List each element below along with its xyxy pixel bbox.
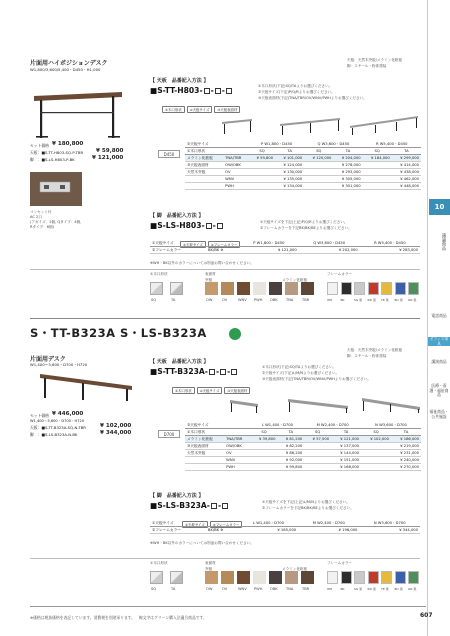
frame-color-swatch	[354, 571, 365, 584]
set-row2-label: 脚 ：■S-LS-H803-P-BK	[30, 157, 75, 162]
swatch-label: BK	[340, 587, 345, 591]
surface-swatch	[285, 571, 298, 584]
divider	[30, 318, 420, 319]
swatch-label: OBK	[270, 587, 278, 591]
frame-color-swatch	[327, 282, 338, 295]
surface-swatch	[221, 571, 234, 584]
swatch-label: WNV	[238, 298, 247, 302]
edge: SQ	[363, 148, 392, 155]
frame-color-swatch	[341, 571, 352, 584]
swatch-header: フレームカラー	[327, 272, 353, 276]
table-row: メラミン化粧板 TNA/TBR ¥ 39,800 ¥ 81,200 ¥ 57,500 ¥ 121,000 ¥ 102,000 ¥ 186,000	[187, 437, 419, 441]
side-menu-item[interactable]: 医療・看護・福祉商品	[429, 383, 449, 398]
material-note: 脚：スチール・粉体塗装	[347, 64, 387, 68]
frame-color-swatch	[354, 282, 365, 295]
edge-shape-swatch	[150, 282, 163, 295]
side-menu-item[interactable]: 電話商品	[431, 313, 447, 318]
table-row: ②フレームカラー BK/BK ※ ¥ 121,000 ¥ 202,000 ¥ 283,000	[152, 248, 418, 252]
top-order-heading: 【 天板 品番記入方法 】	[150, 359, 209, 365]
edge: SQ	[304, 148, 333, 155]
surface-swatch	[301, 571, 314, 584]
top-order-note: ①木口形状(下記)SQ/TAよりお選びください。	[258, 84, 333, 88]
swatch-label: WH	[327, 587, 333, 591]
frame-color-swatch	[408, 282, 419, 295]
material-note: 天板：天然木突板/メラミン化粧板	[347, 58, 403, 62]
set-price: ¥ 180,800	[52, 141, 84, 147]
table-row: 天然木突板 OV ¥ 86,200 ¥ 144,000 ¥ 231,000	[187, 451, 419, 455]
swatch-header: ①木口形状	[150, 561, 168, 565]
swatch-label: TA	[171, 298, 176, 302]
section2-size: W1,400～3,600・D700・H720	[30, 362, 88, 367]
divider	[30, 269, 420, 270]
leg-product-code: ■S-LS-H803- -	[150, 221, 224, 230]
outlet-image	[30, 172, 82, 206]
swatch-label: YE 黒	[381, 298, 389, 302]
swatch-label: TNA	[286, 298, 294, 302]
table-row: ③天板表面材 OW/OBK ¥ 82,200 ¥ 137,000 ¥ 219,000	[187, 444, 419, 448]
material-note: 脚：スチール・粉体塗装	[347, 354, 387, 358]
top-price-table: ②天板サイズ L W1,400・D700 M W2,400・D700 N W3,600・D700 ①木口形状 SQ TA SQ TA SQ TA メラミン化粧板 TNA/TBR ¥ 39,800 ¥ 81,200 ¥ 57,500 ¥ 121,000 ¥ 102,000 ¥ 186,000 ③天板表面材 OW/OBK ¥ 82,200 ¥ 137,000 ¥ 219,000 天然木突板 OV ¥ 86,200 ¥ 144,000 ¥ 231,000 WNV ¥ 92,000 ¥ 151,000 ¥ 240,000 PWH ¥ 99,800 ¥ 168,000 ¥ 270,000	[187, 423, 419, 469]
surface-swatch	[237, 282, 250, 295]
surface-swatch	[221, 282, 234, 295]
swatch-label: OV	[222, 298, 228, 302]
tag: ①天板サイズ	[180, 241, 206, 248]
swatch-header: メラミン化粧板	[282, 278, 308, 282]
tag: ③天板表面材	[214, 106, 240, 113]
table-row: メラミン化粧板 TNA/TBR ¥ 59,800 ¥ 101,000 ¥ 120,000 ¥ 204,000 ¥ 184,000 ¥ 299,000	[187, 156, 419, 160]
swatch-label: OBK	[270, 298, 278, 302]
section2-subtitle: 片面用デスク	[30, 356, 66, 363]
table-row: ③天板表面材 OW/OBK ¥ 124,000 ¥ 278,000 ¥ 414,000	[187, 163, 419, 167]
swatch-label: RD 黒	[367, 298, 376, 302]
surface-swatch	[237, 571, 250, 584]
surface-swatch	[285, 282, 298, 295]
swatch-header: メラミン化粧板	[282, 567, 308, 571]
surface-swatch	[301, 282, 314, 295]
swatch-label: BU 黒	[394, 298, 403, 302]
swatch-label: SQ	[151, 298, 157, 302]
section1-desk-image	[30, 84, 126, 140]
leg-order-note: ②フレームカラーを下記BK/BK/BEよりお選びください。	[262, 506, 354, 510]
swatch-label: WH	[327, 298, 333, 302]
edge: SQ	[249, 148, 275, 155]
swatch-label: RD 黒	[367, 587, 376, 591]
set-row1-price: ¥ 102,000	[100, 423, 132, 429]
side-menu-item[interactable]: オフィス家具	[429, 336, 449, 346]
tag: ②フレームカラー	[210, 521, 243, 528]
tag: ③天板表面材	[224, 387, 250, 394]
leg-order-note: ①天板サイズを下記(上記)P/Q/Rよりお選びください。	[260, 220, 348, 224]
swatch-label: SQ	[151, 587, 157, 591]
tag: ②天板サイズ	[187, 106, 213, 113]
side-tab-label: 議論商品	[441, 233, 446, 251]
footnote: ※WH・BK以外のカラーについては別途お問い合わせください。	[150, 541, 254, 545]
side-menu-item[interactable]: 福祉商品・公共施設	[429, 409, 449, 419]
size-header: R W5,400・D450	[363, 141, 421, 148]
swatch-label: BU 黒	[394, 587, 403, 591]
swatch-label: TBR	[302, 298, 310, 302]
set-price-label: セット価格	[30, 143, 49, 148]
table-row: PWH ¥ 99,800 ¥ 168,000 ¥ 270,000	[185, 464, 421, 471]
surface-swatch	[205, 571, 218, 584]
green-cert-icon	[229, 328, 241, 340]
tag: ①木口形状	[172, 387, 195, 394]
set-size: W1,400～3,600・D700・H720	[30, 419, 85, 423]
swatch-label: GR 黒	[408, 298, 417, 302]
table-row: PWH ¥ 134,000 ¥ 301,000 ¥ 448,000	[185, 183, 421, 190]
table-row: ②フレームカラー BK/BK ※ ¥ 165,000 ¥ 196,000 ¥ 344,000	[152, 528, 418, 532]
section2-desk-image	[36, 368, 136, 402]
edge-label: ①木口形状	[185, 148, 223, 155]
leg-price-table: ①天板サイズ L W1,400・D700 M W2,400・D700 N W3,600・D700 ②フレームカラー BK/BK ※ ¥ 165,000 ¥ 196,000 ¥ 344,000	[152, 521, 418, 532]
swatch-label: PWH	[254, 587, 263, 591]
frame-color-swatch	[341, 282, 352, 295]
set-price-label: セット価格	[30, 413, 49, 418]
surface-swatch	[205, 282, 218, 295]
top-product-code: ■S-TT-H803- - -	[150, 86, 233, 95]
outlet-note: AC 2口	[30, 215, 42, 219]
set-row2-label: 脚 ：■S-LS-B323A-N-BK	[30, 432, 78, 437]
set-row2-price: ¥ 344,000	[100, 430, 132, 436]
swatch-label: OV	[222, 587, 228, 591]
swatch-header: フレームカラー	[327, 561, 353, 565]
footnote: ※WH・BK以外のカラーについては別途お問い合わせください。	[150, 261, 254, 265]
outlet-note: (アガイズ：2個, Qタイプ：4個,	[30, 220, 82, 224]
set-price: ¥ 446,000	[52, 411, 84, 417]
divider	[30, 606, 426, 607]
surface-swatch	[269, 282, 282, 295]
section2-title: S・TT-B323A S・LS-B323A	[30, 326, 207, 340]
table-row: WNV ¥ 135,000 ¥ 305,000 ¥ 462,000	[185, 176, 421, 183]
side-menu-item[interactable]: 講演商品	[431, 359, 447, 364]
surface-swatch	[253, 571, 266, 584]
top-size-illustrations	[228, 394, 422, 414]
set-row2-price: ¥ 121,000	[92, 155, 124, 161]
top-order-heading: 【 天板 品番記入方法 】	[150, 78, 209, 84]
edge-shape-swatch	[150, 571, 163, 584]
leg-price-table: ①天板サイズ P W1,800・D450 Q W3,600・D450 R W5,400・D450 ②フレームカラー BK/BK ※ ¥ 121,000 ¥ 202,000 ¥ 283,000	[152, 241, 418, 252]
table-row: WNV ¥ 92,000 ¥ 151,000 ¥ 240,000	[185, 457, 421, 464]
frame-color-swatch	[327, 571, 338, 584]
page-number: 607	[420, 612, 433, 619]
size-header: P W1,800・D450	[249, 141, 304, 148]
top-order-note: ③天板表面材(下記)TNA/TBR/OV/WNV/PWHよりお選びください。	[258, 96, 367, 100]
swatch-header: ①木口形状	[150, 272, 168, 276]
top-price-table	[185, 141, 421, 190]
footer-note: ※価格は税抜価格を表記しています。消費税を別途承ります。 線文字はグリーン購入法適合商品です。	[30, 615, 207, 620]
leg-product-code: ■S-LS-B323A- -	[150, 501, 229, 510]
swatch-header: 表面材	[205, 272, 216, 276]
depth-box: D450	[158, 150, 180, 158]
frame-color-swatch	[395, 282, 406, 295]
size-label: ②天板サイズ	[185, 141, 223, 148]
leg-order-heading: 【 脚 品番記入方法 】	[150, 493, 204, 499]
edge-shape-swatch	[170, 571, 183, 584]
swatch-label: SG 黒	[354, 298, 363, 302]
tag: ①天板サイズ	[182, 521, 208, 528]
swatch-header: 突板	[205, 567, 213, 571]
outlet-label: コンセント付	[30, 210, 52, 214]
set-row1-price: ¥ 59,800	[96, 148, 124, 154]
surface-swatch	[269, 571, 282, 584]
swatch-header: 突板	[205, 278, 213, 282]
edge-shape-swatch	[170, 282, 183, 295]
swatch-label: BK	[340, 298, 345, 302]
divider	[30, 558, 420, 559]
edge: TA	[275, 148, 304, 155]
edge: TA	[392, 148, 421, 155]
top-order-note: ①木口形状(下記)SQ/TAよりお選びください。	[262, 365, 337, 369]
swatch-label: TA	[171, 587, 176, 591]
frame-color-swatch	[395, 571, 406, 584]
side-tab-number[interactable]: 10	[429, 199, 450, 215]
surface-swatch	[253, 282, 266, 295]
swatch-label: TNA	[286, 587, 294, 591]
top-order-note: ③天板表面材(下記)TNA/TBR/OV/WNV/PWHよりお選びください。	[262, 377, 371, 381]
top-product-code: ■S-TT-B323A- - -	[150, 367, 238, 376]
tag: ①木口形状	[162, 106, 185, 113]
set-row1-label: 天板：■S-TT-B323A-SQ-N-TBR	[30, 425, 86, 430]
frame-color-swatch	[381, 282, 392, 295]
section1-title: 片面用ハイポジションデスク	[30, 60, 108, 67]
frame-color-swatch	[381, 571, 392, 584]
swatch-label: OW	[206, 298, 213, 302]
leg-order-heading: 【 脚 品番記入方法 】	[150, 213, 204, 219]
material-note: 天板：天然木突板/メラミン化粧板	[347, 348, 403, 352]
frame-color-swatch	[408, 571, 419, 584]
leg-order-note: ②フレームカラーを下記BK/BK/BEよりお選びください。	[260, 226, 352, 230]
swatch-header: 表面材	[205, 561, 216, 565]
outlet-note: Rタイプ：6個)	[30, 225, 54, 229]
tag: ②フレームカラー	[208, 241, 241, 248]
swatch-label: SG 黒	[354, 587, 363, 591]
edge: TA	[333, 148, 362, 155]
frame-color-swatch	[368, 571, 379, 584]
swatch-label: GR 黒	[408, 587, 417, 591]
top-order-note: ②天板サイズ(下記)L/M/Nよりお選びください。	[262, 371, 340, 375]
swatch-label: TBR	[302, 587, 310, 591]
top-order-note: ②天板サイズ(下記)P/Q/Rよりお選びください。	[258, 90, 335, 94]
tag: ②天板サイズ	[197, 387, 223, 394]
frame-color-swatch	[368, 282, 379, 295]
swatch-label: YE 黒	[381, 587, 389, 591]
set-row1-label: 天板：■S-TT-H803-SQ-P-TBR	[30, 150, 84, 155]
leg-order-note: ①天板サイズを下記(上記)L/M/Nよりお選びください。	[262, 500, 350, 504]
swatch-label: OW	[206, 587, 213, 591]
table-row: 天然木突板 OV ¥ 130,000 ¥ 293,000 ¥ 438,000	[187, 170, 419, 174]
section1-size: W1,800/3,600/5,400・D450・H1,000	[30, 67, 101, 72]
swatch-label: WNV	[238, 587, 247, 591]
size-header: Q W3,600・D450	[304, 141, 362, 148]
top-size-illustrations	[220, 112, 420, 136]
swatch-label: PWH	[254, 298, 263, 302]
depth-box: D700	[158, 430, 180, 438]
